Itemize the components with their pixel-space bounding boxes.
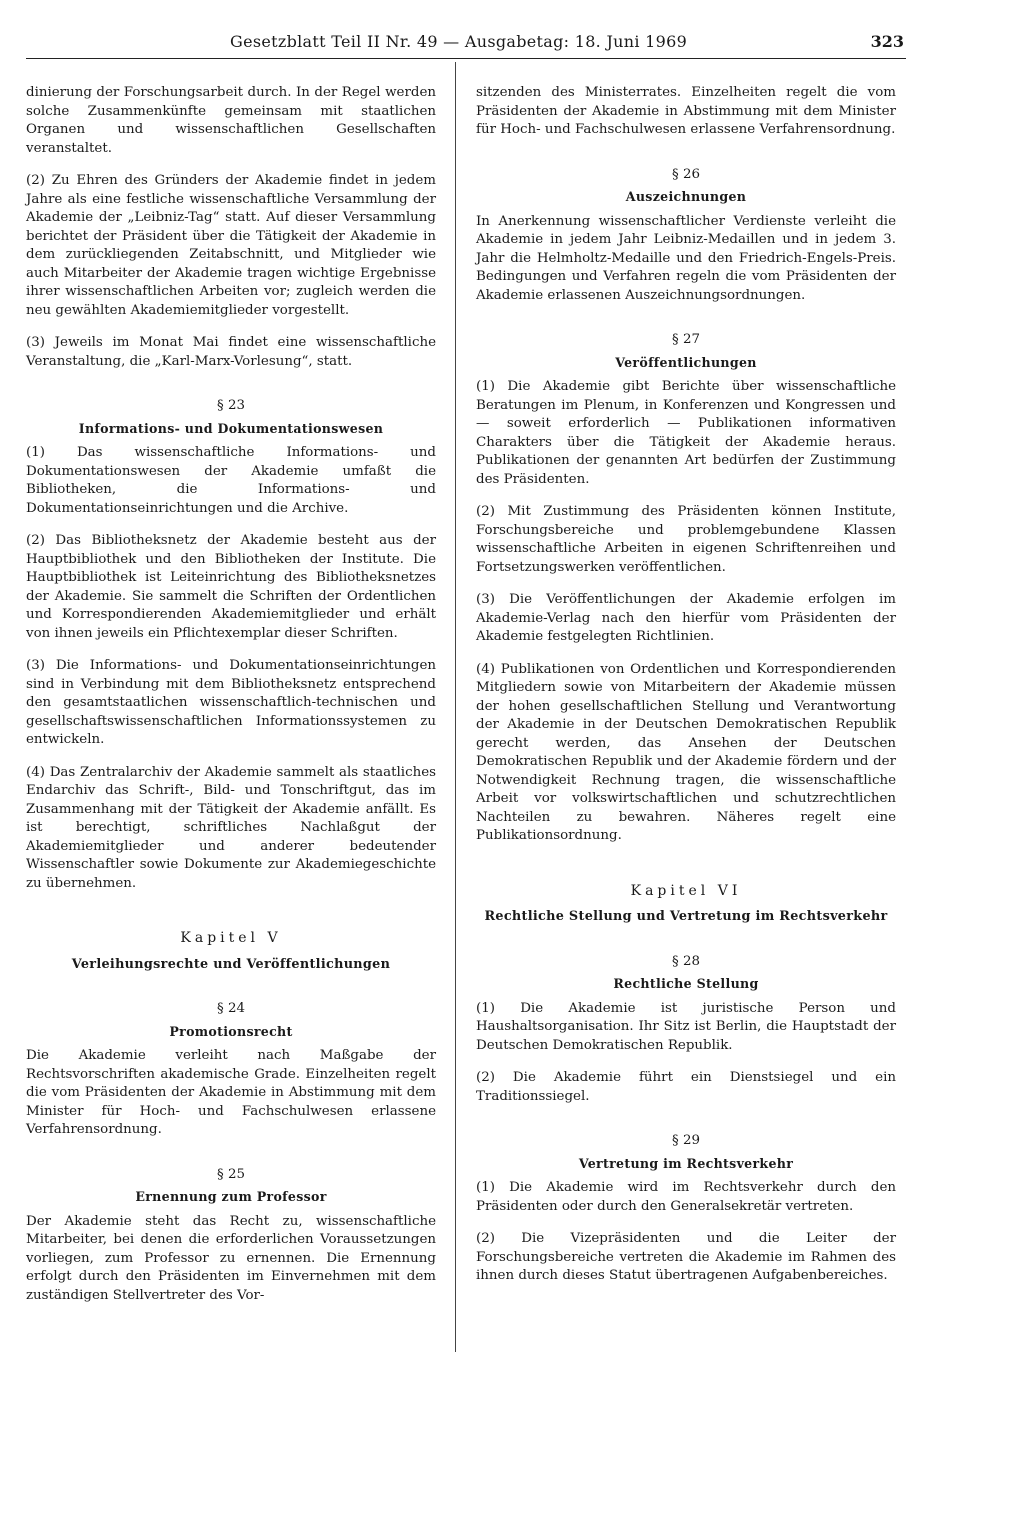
section-27-number: § 27: [672, 332, 700, 347]
chapter-5-heading: Kapitel V: [180, 930, 282, 946]
section-26-title: Auszeichnungen: [625, 189, 747, 204]
paragraph-27-3: (3) Die Veröffentlichungen der Akademie erfolgen im Akademie-Verlag nach den hierfür vom Präsidenten der Akademie festgelegten Richtlinien.: [476, 592, 896, 644]
column-divider: [455, 62, 456, 1352]
section-29-title: Vertretung im Rechtsverkehr: [578, 1155, 794, 1171]
paragraph-28-2: (2) Die Akademie führt ein Dienstsiegel und ein Traditionssiegel.: [476, 1070, 896, 1104]
chapter-6-title: Rechtliche Stellung und Vertretung im Rechtsverkehr: [484, 909, 888, 924]
section-25-number: § 25: [217, 1166, 245, 1182]
section-24-number: § 24: [217, 1001, 245, 1016]
chapter-5-title: Verleihungsrechte und Veröffentlichungen: [71, 956, 391, 972]
section-26-number: § 26: [672, 166, 700, 182]
left-column: [26, 84, 436, 1319]
paragraph-23-4: (4) Das Zentralarchiv der Akademie sammelt als staatliches Endarchiv das Schrift-, Bild- und Tonschriftgut, das im Zusammenhang mit der Tätigkeit der Akademie anfällt. Es ist berechtigt, schriftliches Nachlaßgut der Akademiemitglieder und anderer bedeutender Wissenschaftler sowie Dokumente zur Akademiegeschichte zu übernehmen.: [26, 764, 436, 891]
page-number: 323: [870, 32, 904, 51]
paragraph-24: Die Akademie verleiht nach Maßgabe der Rechtsvorschriften akademische Grade. Einzelheiten regelt die vom Präsidenten der Akademie in Abstimmung mit dem Minister für Hoch- und Fachschulwesen erlassene Verfahrensordnung.: [26, 1048, 436, 1137]
paragraph-27-2: (2) Mit Zustimmung des Präsidenten können Institute, Forschungsbereiche und problemgebundene Klassen wissenschaftliche Arbeiten in eigenen Schriftenreihen und Fortsetzungswerken veröffentlichen.: [476, 504, 896, 575]
paragraph-25: Der Akademie steht das Recht zu, wissenschaftliche Mitarbeiter, bei denen die erforderlichen Voraussetzungen vorliegen, zum Professor zu ernennen. Die Ernennung erfolgt durch den Präsidenten im Einvernehmen mit dem zuständigen Stellvertreter des Vor-: [26, 1213, 436, 1303]
section-24-title: Promotionsrecht: [169, 1023, 293, 1039]
section-23-number: § 23: [217, 398, 245, 413]
right-column: [476, 84, 896, 1300]
paragraph-23-3: (3) Die Informations- und Dokumentationseinrichtungen sind in Verbindung mit dem Bibliotheksnetz entsprechend den gesamtstaatlichen wissenschaftlich-technischen und gesellschaftswissenschaftlichen Informationssystemen zu entwickeln.: [26, 658, 436, 747]
paragraph-23-2: (2) Das Bibliotheksnetz der Akademie besteht aus der Hauptbibliothek und den Bibliotheken der Institute. Die Hauptbibliothek ist Leiteinrichtung des Bibliotheksnetzes der Akademie. Sie sammelt die Schriften der Ordentlichen und Korrespondierenden Akademiemitglieder und erhält von ihnen jeweils ein Pflichtexemplar dieser Schriften.: [26, 533, 436, 641]
paragraph-26: In Anerkennung wissenschaftlicher Verdienste verleiht die Akademie in jedem Jahr Leibniz-Medaillen und in jedem 3. Jahr die Helmholtz-Medaille und den Friedrich-Engels-Preis. Bedingungen und Verfahren regeln die vom Präsidenten der Akademie erlassenen Auszeichnungsordnungen.: [476, 213, 896, 303]
chapter-6-heading: Kapitel VI: [630, 882, 742, 899]
page-header: [0, 28, 1024, 58]
section-28-number: § 28: [672, 953, 700, 969]
header-rule: [26, 58, 906, 59]
section-25-title: Ernennung zum Professor: [135, 1189, 327, 1204]
header-title: Gesetzblatt Teil II Nr. 49 — Ausgabetag: 18. Juni 1969: [230, 32, 688, 51]
paragraph-23-1: (1) Das wissenschaftliche Informations- und Dokumentationswesen der Akademie umfaßt die Bibliotheken, die Informations- und Dokumentationseinrichtungen und die Archive.: [26, 445, 436, 516]
paragraph-intro: dinierung der Forschungsarbeit durch. In der Regel werden solche Zusammenkünfte gemeinsam mit staatlichen Organen und wissenschaftlichen Gesellschaften veranstaltet.: [26, 85, 436, 156]
paragraph-29-1: (1) Die Akademie wird im Rechtsverkehr durch den Präsidenten oder durch den Generalsekretär vertreten.: [476, 1180, 896, 1214]
section-28-title: Rechtliche Stellung: [613, 976, 759, 991]
paragraph-22-2: (2) Zu Ehren des Gründers der Akademie findet in jedem Jahre als eine festliche wissenschaftliche Versammlung der Akademie der „Leibniz-Tag“ statt. Auf dieser Versammlung berichtet der Präsident über die Tätigkeit der Akademie in dem zurückliegenden Zeitabschnitt, und Mitglieder wie auch Mitarbeiter der Akademie tragen wichtige Ergebnisse ihrer wissenschaftlichen Arbeiten vor; zugleich werden die neu gewählten Akademiemitglieder vorgestellt.: [26, 173, 436, 318]
section-29-number: § 29: [672, 1133, 700, 1148]
section-23-title: Informations- und Dokumentationswesen: [78, 420, 384, 436]
paragraph-continuation: sitzenden des Ministerrates. Einzelheiten regelt die vom Präsidenten der Akademie in Abstimmung mit dem Minister für Hoch- und Fachschulwesen erlassene Verfahrensordnung.: [476, 85, 896, 137]
paragraph-27-1: (1) Die Akademie gibt Berichte über wissenschaftliche Beratungen im Plenum, in Konferenzen und Kongressen und — soweit erforderlich — Publikationen informativen Charakters über die Tätigkeit der Akademie heraus. Publikationen der genannten Art bedürfen der Zustimmung des Präsidenten.: [476, 379, 896, 487]
section-27-title: Veröffentlichungen: [615, 354, 757, 370]
paragraph-29-2: (2) Die Vizepräsidenten und die Leiter der Forschungsbereiche vertreten die Akademie im Rahmen des ihnen durch dieses Statut übertragenen Aufgabenbereiches.: [476, 1231, 896, 1283]
paragraph-28-1: (1) Die Akademie ist juristische Person und Haushaltsorganisation. Ihr Sitz ist Berlin, die Hauptstadt der Deutschen Demokratischen Republik.: [476, 1000, 896, 1053]
paragraph-27-4: (4) Publikationen von Ordentlichen und Korrespondierenden Mitgliedern sowie von Mitarbeitern der Akademie müssen der hohen gesellschaftlichen Stellung und Verantwortung der Akademie in der Deutschen Demokratischen Republik gerecht werden, das Ansehen der Deutschen Demokratischen Republik und der Akademie fördern und der Notwendigkeit Rechnung tragen, die wissenschaftliche Arbeit vor volkswirtschaftlichen und schutzrechtlichen Nachteilen zu bewahren. Näheres regelt eine Publikationsordnung.: [476, 661, 896, 843]
paragraph-22-3: (3) Jeweils im Monat Mai findet eine wissenschaftliche Veranstaltung, die „Karl-Marx-Vorlesung“, statt.: [26, 335, 436, 369]
